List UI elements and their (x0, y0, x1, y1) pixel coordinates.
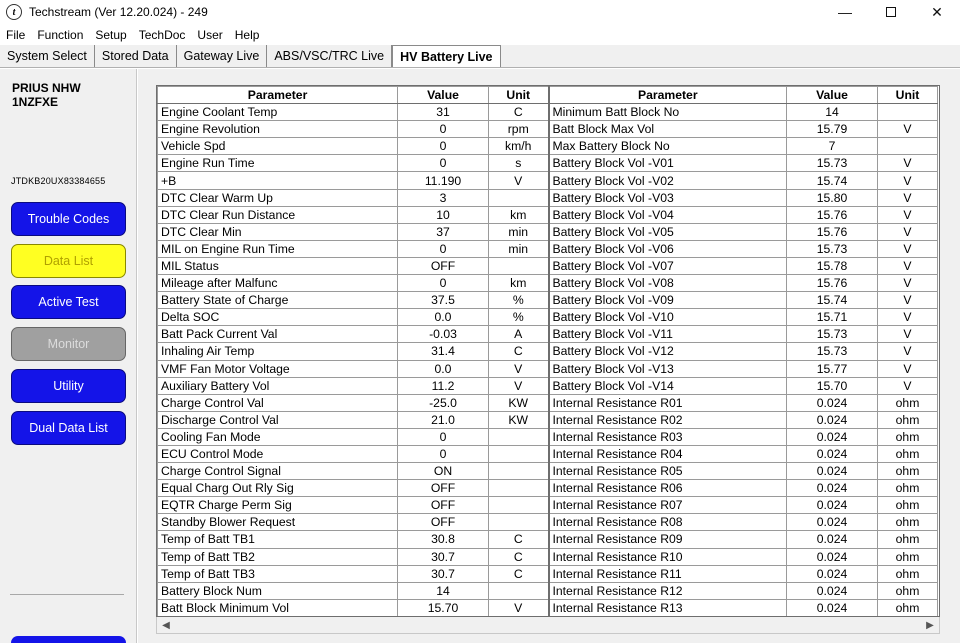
left-param-cell: Inhaling Air Temp (158, 343, 398, 360)
right-value-cell: 0.024 (787, 565, 878, 582)
right-value-cell: 0.024 (787, 514, 878, 531)
menu-help[interactable]: Help (234, 28, 260, 42)
dual-data-list-button[interactable]: Dual Data List (11, 411, 126, 445)
left-param-cell: DTC Clear Min (158, 223, 398, 240)
left-unit-cell (489, 480, 549, 497)
utility-button[interactable]: Utility (11, 369, 126, 403)
right-unit-cell: V (878, 240, 938, 257)
left-param-cell: Engine Coolant Temp (158, 104, 398, 121)
left-value-cell: 0 (398, 445, 489, 462)
left-value-cell: 37 (398, 223, 489, 240)
header-parameter-right[interactable]: Parameter (549, 87, 787, 104)
left-param-cell: MIL on Engine Run Time (158, 240, 398, 257)
left-unit-cell: C (489, 548, 549, 565)
scroll-right-arrow-icon[interactable]: ▶ (926, 619, 934, 631)
data-table (157, 86, 938, 617)
header-value-right[interactable]: Value (787, 87, 878, 104)
right-param-cell: Internal Resistance R11 (549, 565, 787, 582)
monitor-button[interactable]: Monitor (11, 327, 126, 361)
right-unit-cell: V (878, 275, 938, 292)
right-unit-cell: V (878, 121, 938, 138)
window-controls (822, 0, 960, 24)
right-param-cell: Battery Block Vol -V02 (549, 172, 787, 189)
close-icon: ✕ (931, 3, 943, 20)
table-row[interactable] (158, 531, 938, 548)
right-unit-cell: ohm (878, 428, 938, 445)
left-param-cell: Mileage after Malfunc (158, 275, 398, 292)
right-param-cell: Battery Block Vol -V10 (549, 309, 787, 326)
right-value-cell: 15.74 (787, 292, 878, 309)
left-param-cell: Vehicle Spd (158, 138, 398, 155)
menu-function[interactable]: Function (37, 28, 84, 42)
table-row[interactable] (158, 223, 938, 240)
left-unit-cell (489, 582, 549, 599)
trouble-codes-button[interactable]: Trouble Codes (11, 202, 126, 236)
table-row[interactable] (158, 463, 938, 480)
right-unit-cell: ohm (878, 445, 938, 462)
left-unit-cell: C (489, 531, 549, 548)
right-value-cell: 7 (787, 138, 878, 155)
left-param-cell: Equal Charg Out Rly Sig (158, 480, 398, 497)
right-value-cell: 15.76 (787, 223, 878, 240)
right-value-cell: 15.76 (787, 275, 878, 292)
left-param-cell: Temp of Batt TB3 (158, 565, 398, 582)
right-unit-cell: ohm (878, 531, 938, 548)
left-value-cell: 3 (398, 189, 489, 206)
left-param-cell: ECU Control Mode (158, 445, 398, 462)
tab-bar (0, 45, 960, 68)
right-value-cell: 15.73 (787, 326, 878, 343)
left-param-cell: DTC Clear Run Distance (158, 206, 398, 223)
right-unit-cell: V (878, 343, 938, 360)
right-param-cell: Battery Block Vol -V04 (549, 206, 787, 223)
right-param-cell: Battery Block Vol -V12 (549, 343, 787, 360)
right-param-cell: Internal Resistance R12 (549, 582, 787, 599)
right-param-cell: Internal Resistance R02 (549, 411, 787, 428)
left-value-cell: 31.4 (398, 343, 489, 360)
table-row[interactable] (158, 343, 938, 360)
table-row[interactable] (158, 326, 938, 343)
vehicle-info (12, 81, 81, 109)
right-unit-cell: ohm (878, 548, 938, 565)
left-param-cell: Auxiliary Battery Vol (158, 377, 398, 394)
right-unit-cell: ohm (878, 411, 938, 428)
right-param-cell: Batt Block Max Vol (549, 121, 787, 138)
right-param-cell: Battery Block Vol -V06 (549, 240, 787, 257)
left-unit-cell: KW (489, 411, 549, 428)
right-unit-cell: ohm (878, 394, 938, 411)
right-value-cell: 14 (787, 104, 878, 121)
right-value-cell: 15.70 (787, 377, 878, 394)
right-param-cell: Internal Resistance R06 (549, 480, 787, 497)
left-value-cell: 21.0 (398, 411, 489, 428)
right-unit-cell: ohm (878, 565, 938, 582)
left-param-cell: MIL Status (158, 257, 398, 274)
left-param-cell: Discharge Control Val (158, 411, 398, 428)
right-value-cell: 0.024 (787, 445, 878, 462)
left-value-cell: 11.190 (398, 172, 489, 189)
tab-gateway-live[interactable]: Gateway Live (177, 45, 268, 67)
data-grid (156, 85, 940, 617)
right-param-cell: Battery Block Vol -V07 (549, 257, 787, 274)
right-unit-cell: ohm (878, 463, 938, 480)
left-unit-cell: km (489, 275, 549, 292)
left-unit-cell: % (489, 309, 549, 326)
table-row[interactable] (158, 480, 938, 497)
right-param-cell: Internal Resistance R10 (549, 548, 787, 565)
left-param-cell: EQTR Charge Perm Sig (158, 497, 398, 514)
left-unit-cell (489, 497, 549, 514)
right-value-cell: 0.024 (787, 599, 878, 616)
table-row[interactable] (158, 599, 938, 616)
left-unit-cell (489, 463, 549, 480)
right-param-cell: Battery Block Vol -V05 (549, 223, 787, 240)
left-param-cell: Cooling Fan Mode (158, 428, 398, 445)
table-row[interactable] (158, 206, 938, 223)
left-unit-cell (489, 257, 549, 274)
left-unit-cell: V (489, 377, 549, 394)
right-value-cell: 0.024 (787, 531, 878, 548)
right-value-cell: 0.024 (787, 548, 878, 565)
right-unit-cell: ohm (878, 514, 938, 531)
left-unit-cell: min (489, 240, 549, 257)
left-value-cell: 11.2 (398, 377, 489, 394)
data-list-button[interactable]: Data List (11, 244, 126, 278)
left-param-cell: VMF Fan Motor Voltage (158, 360, 398, 377)
menu-file[interactable]: File (6, 28, 26, 42)
left-value-cell: 0 (398, 138, 489, 155)
header-unit-right[interactable]: Unit (878, 87, 938, 104)
right-unit-cell: V (878, 189, 938, 206)
table-row[interactable] (158, 240, 938, 257)
right-unit-cell: ohm (878, 497, 938, 514)
table-row[interactable] (158, 497, 938, 514)
table-header-row (158, 87, 938, 104)
right-unit-cell (878, 104, 938, 121)
right-value-cell: 15.73 (787, 155, 878, 172)
right-value-cell: 0.024 (787, 582, 878, 599)
right-param-cell: Internal Resistance R01 (549, 394, 787, 411)
left-value-cell: 10 (398, 206, 489, 223)
left-unit-cell (489, 445, 549, 462)
left-value-cell: 0 (398, 275, 489, 292)
right-param-cell: Internal Resistance R05 (549, 463, 787, 480)
header-parameter-left[interactable]: Parameter (158, 87, 398, 104)
table-row[interactable] (158, 104, 938, 121)
menu-bar (0, 25, 265, 45)
right-value-cell: 0.024 (787, 428, 878, 445)
right-param-cell: Internal Resistance R13 (549, 599, 787, 616)
left-value-cell: 30.8 (398, 531, 489, 548)
sidebar-divider (10, 594, 124, 595)
table-row[interactable] (158, 360, 938, 377)
right-value-cell: 0.024 (787, 463, 878, 480)
table-row[interactable] (158, 377, 938, 394)
left-unit-cell: s (489, 155, 549, 172)
right-unit-cell: ohm (878, 480, 938, 497)
window-title: Techstream (Ver 12.20.024) - 249 (29, 5, 208, 19)
left-value-cell: OFF (398, 514, 489, 531)
techstream-logo-icon: t (6, 4, 22, 20)
table-row[interactable] (158, 172, 938, 189)
right-unit-cell: V (878, 377, 938, 394)
tab-stored-data[interactable]: Stored Data (95, 45, 177, 67)
right-value-cell: 15.74 (787, 172, 878, 189)
left-unit-cell: C (489, 104, 549, 121)
left-value-cell: 0.0 (398, 309, 489, 326)
left-value-cell: OFF (398, 480, 489, 497)
right-unit-cell: V (878, 155, 938, 172)
left-param-cell: Battery State of Charge (158, 292, 398, 309)
sidebar-bottom-button[interactable] (11, 636, 126, 643)
left-param-cell: Charge Control Val (158, 394, 398, 411)
right-value-cell: 15.80 (787, 189, 878, 206)
right-param-cell: Battery Block Vol -V13 (549, 360, 787, 377)
right-param-cell: Internal Resistance R04 (549, 445, 787, 462)
vin-number: JTDKB20UX83384655 (11, 176, 106, 186)
right-param-cell: Internal Resistance R07 (549, 497, 787, 514)
right-param-cell: Internal Resistance R03 (549, 428, 787, 445)
left-value-cell: 14 (398, 582, 489, 599)
right-param-cell: Internal Resistance R08 (549, 514, 787, 531)
left-unit-cell: rpm (489, 121, 549, 138)
right-value-cell: 0.024 (787, 480, 878, 497)
table-row[interactable] (158, 548, 938, 565)
tab-abs-vsc-trc-live[interactable]: ABS/VSC/TRC Live (267, 45, 392, 67)
left-value-cell: 31 (398, 104, 489, 121)
left-param-cell: Standby Blower Request (158, 514, 398, 531)
left-param-cell: Delta SOC (158, 309, 398, 326)
left-param-cell: Battery Block Num (158, 582, 398, 599)
left-value-cell: ON (398, 463, 489, 480)
right-value-cell: 15.79 (787, 121, 878, 138)
menu-techdoc[interactable]: TechDoc (138, 28, 186, 42)
table-row[interactable] (158, 582, 938, 599)
left-unit-cell: km/h (489, 138, 549, 155)
left-value-cell: OFF (398, 257, 489, 274)
left-value-cell: 0 (398, 121, 489, 138)
right-param-cell: Battery Block Vol -V09 (549, 292, 787, 309)
left-value-cell: 0 (398, 155, 489, 172)
menu-user[interactable]: User (197, 28, 223, 42)
left-unit-cell: A (489, 326, 549, 343)
right-unit-cell: ohm (878, 582, 938, 599)
right-param-cell: Minimum Batt Block No (549, 104, 787, 121)
right-unit-cell: V (878, 326, 938, 343)
left-param-cell: DTC Clear Warm Up (158, 189, 398, 206)
left-unit-cell: C (489, 343, 549, 360)
left-unit-cell: KW (489, 394, 549, 411)
table-row[interactable] (158, 189, 938, 206)
right-value-cell: 15.73 (787, 343, 878, 360)
table-row[interactable] (158, 411, 938, 428)
maximize-button[interactable] (868, 0, 914, 24)
menu-setup[interactable]: Setup (95, 28, 127, 42)
right-param-cell: Battery Block Vol -V14 (549, 377, 787, 394)
close-button[interactable] (914, 0, 960, 24)
left-unit-cell: C (489, 565, 549, 582)
right-param-cell: Battery Block Vol -V11 (549, 326, 787, 343)
left-param-cell: Charge Control Signal (158, 463, 398, 480)
right-value-cell: 15.77 (787, 360, 878, 377)
right-param-cell: Internal Resistance R09 (549, 531, 787, 548)
tab-hv-battery-live[interactable]: HV Battery Live (392, 45, 500, 67)
header-value-left[interactable]: Value (398, 87, 489, 104)
left-unit-cell: km (489, 206, 549, 223)
left-value-cell: 0 (398, 428, 489, 445)
right-value-cell: 15.71 (787, 309, 878, 326)
left-unit-cell (489, 514, 549, 531)
table-row[interactable] (158, 275, 938, 292)
maximize-icon (886, 7, 896, 17)
table-row[interactable] (158, 121, 938, 138)
right-unit-cell: ohm (878, 599, 938, 616)
right-unit-cell: V (878, 206, 938, 223)
left-param-cell: Engine Revolution (158, 121, 398, 138)
left-param-cell: +B (158, 172, 398, 189)
table-row[interactable] (158, 428, 938, 445)
left-param-cell: Temp of Batt TB2 (158, 548, 398, 565)
left-value-cell: 37.5 (398, 292, 489, 309)
table-row[interactable] (158, 292, 938, 309)
table-row[interactable] (158, 445, 938, 462)
left-value-cell: 0 (398, 240, 489, 257)
minimize-button[interactable] (822, 0, 868, 24)
left-unit-cell: V (489, 599, 549, 616)
right-param-cell: Battery Block Vol -V03 (549, 189, 787, 206)
table-row[interactable] (158, 155, 938, 172)
left-value-cell: -0.03 (398, 326, 489, 343)
right-unit-cell: V (878, 309, 938, 326)
right-param-cell: Battery Block Vol -V01 (549, 155, 787, 172)
table-body (158, 104, 938, 617)
right-value-cell: 15.73 (787, 240, 878, 257)
right-value-cell: 15.76 (787, 206, 878, 223)
engine-code: 1NZFXE (12, 95, 59, 109)
vehicle-model: PRIUS NHW (12, 81, 81, 95)
main-panel (138, 69, 960, 643)
right-param-cell: Battery Block Vol -V08 (549, 275, 787, 292)
right-unit-cell: V (878, 257, 938, 274)
right-value-cell: 15.78 (787, 257, 878, 274)
table-row[interactable] (158, 309, 938, 326)
right-value-cell: 0.024 (787, 497, 878, 514)
tab-system-select[interactable]: System Select (0, 45, 95, 67)
scroll-left-arrow-icon[interactable]: ◀ (162, 619, 170, 631)
minimize-icon: — (838, 4, 852, 20)
right-unit-cell: V (878, 223, 938, 240)
right-unit-cell (878, 138, 938, 155)
right-value-cell: 0.024 (787, 394, 878, 411)
title-bar (0, 0, 960, 24)
active-test-button[interactable]: Active Test (11, 285, 126, 319)
left-unit-cell: V (489, 172, 549, 189)
table-row[interactable] (158, 514, 938, 531)
horizontal-scrollbar[interactable] (156, 617, 940, 634)
left-unit-cell: V (489, 360, 549, 377)
left-param-cell: Temp of Batt TB1 (158, 531, 398, 548)
left-value-cell: 30.7 (398, 565, 489, 582)
sidebar (0, 69, 137, 643)
left-unit-cell (489, 189, 549, 206)
header-unit-left[interactable]: Unit (489, 87, 549, 104)
right-unit-cell: V (878, 172, 938, 189)
right-param-cell: Max Battery Block No (549, 138, 787, 155)
left-value-cell: -25.0 (398, 394, 489, 411)
left-unit-cell (489, 428, 549, 445)
table-row[interactable] (158, 257, 938, 274)
right-unit-cell: V (878, 292, 938, 309)
left-value-cell: 15.70 (398, 599, 489, 616)
left-param-cell: Engine Run Time (158, 155, 398, 172)
left-unit-cell: min (489, 223, 549, 240)
left-unit-cell: % (489, 292, 549, 309)
right-value-cell: 0.024 (787, 411, 878, 428)
left-param-cell: Batt Pack Current Val (158, 326, 398, 343)
left-param-cell: Batt Block Minimum Vol (158, 599, 398, 616)
table-row[interactable] (158, 394, 938, 411)
table-row[interactable] (158, 565, 938, 582)
left-value-cell: 0.0 (398, 360, 489, 377)
left-value-cell: OFF (398, 497, 489, 514)
left-value-cell: 30.7 (398, 548, 489, 565)
table-row[interactable] (158, 138, 938, 155)
right-unit-cell: V (878, 360, 938, 377)
